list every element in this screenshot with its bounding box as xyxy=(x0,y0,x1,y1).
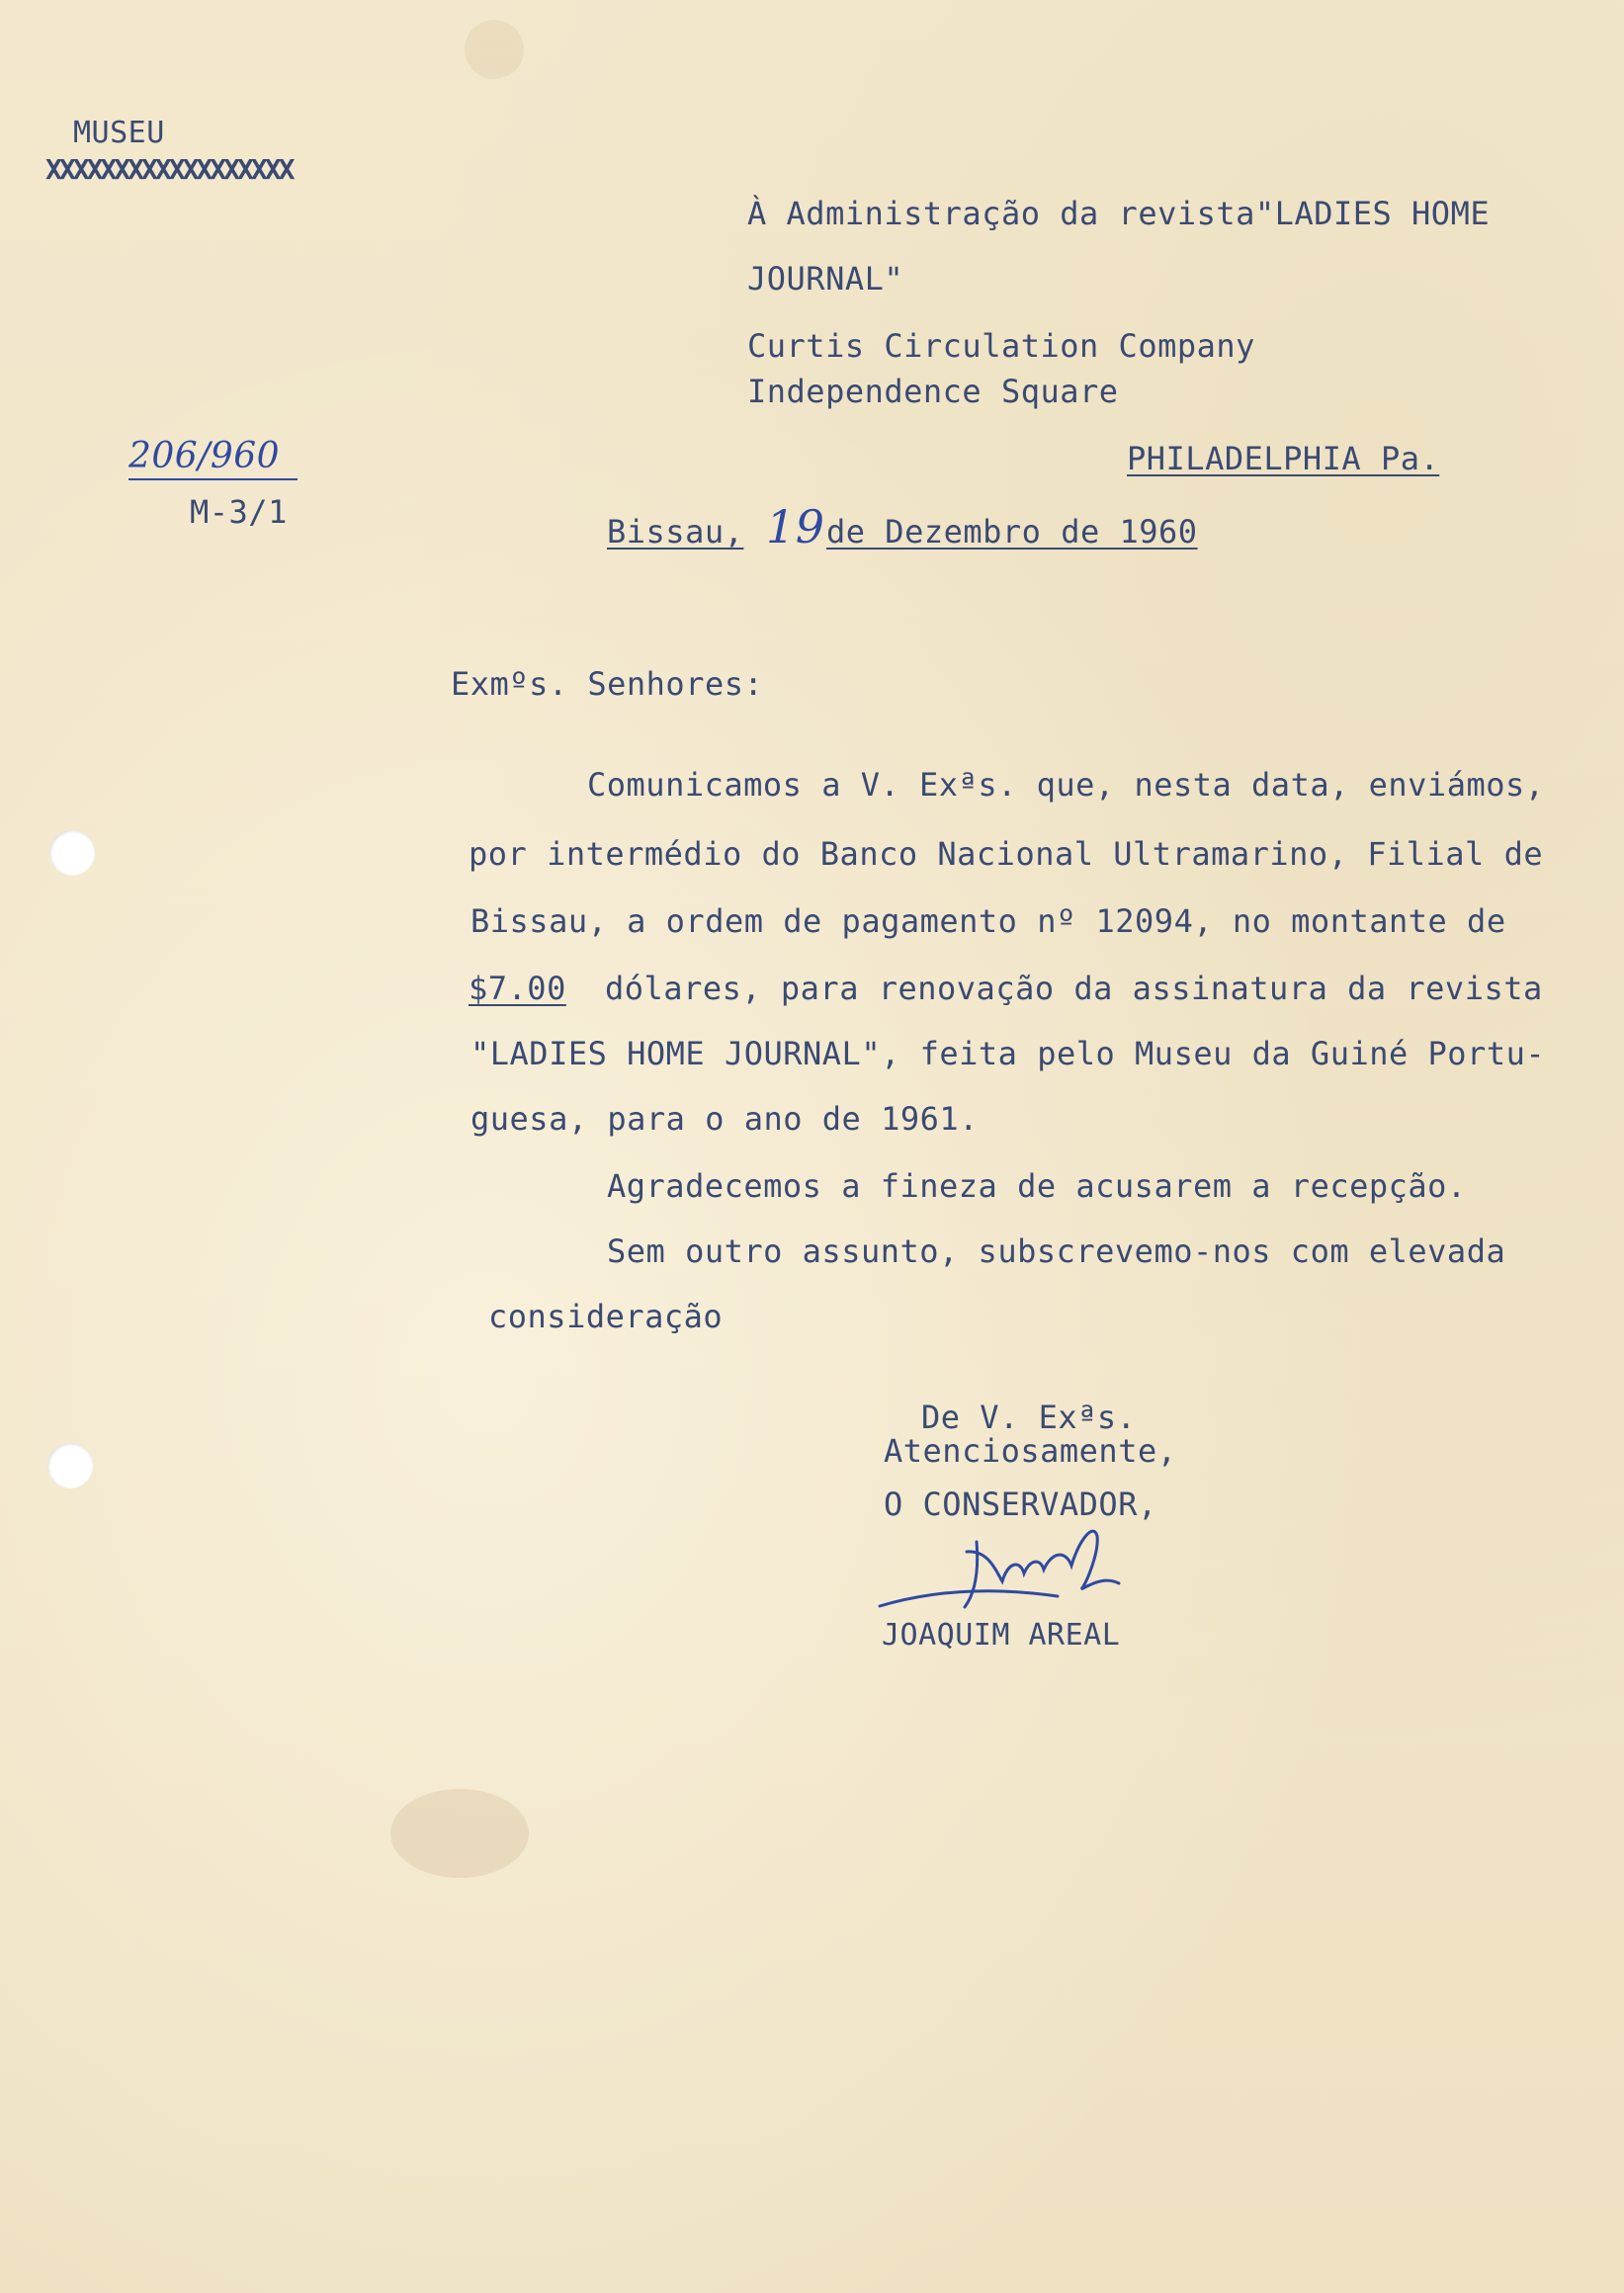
recipient-city: PHILADELPHIA Pa. xyxy=(1127,440,1440,477)
recipient-line-1: À Administração da revista"LADIES HOME xyxy=(747,195,1491,232)
body-line: guesa, para o ano de 1961. xyxy=(470,1100,979,1138)
body-line: consideração xyxy=(488,1298,724,1335)
salutation: Exmºs. Senhores: xyxy=(451,665,764,703)
punch-hole-top xyxy=(49,830,95,876)
payment-amount: $7.00 xyxy=(469,970,566,1007)
date-rest: de Dezembro de 1960 xyxy=(826,513,1198,551)
recipient-line-4: Independence Square xyxy=(747,373,1119,410)
body-line: Bissau, a ordem de pagamento nº 12094, no montante de xyxy=(470,902,1506,940)
paper-stain xyxy=(465,20,524,79)
body-line: "LADIES HOME JOURNAL", feita pelo Museu da Guiné Portu- xyxy=(470,1035,1546,1072)
date-place: Bissau, xyxy=(607,513,744,551)
handwritten-signature xyxy=(870,1512,1186,1631)
recipient-line-2: JOURNAL" xyxy=(747,260,904,297)
body-line: por intermédio do Banco Nacional Ultramarino, Filial de xyxy=(469,835,1544,873)
body-line: Agradecemos a fineza de acusarem a recepção. xyxy=(607,1167,1467,1205)
closing-line-1: De V. Exªs. xyxy=(921,1399,1137,1436)
signatory-name: JOAQUIM AREAL xyxy=(882,1618,1121,1653)
body-line: Comunicamos a V. Exªs. que, nesta data, enviámos, xyxy=(587,766,1545,804)
closing-line-3: O CONSERVADOR, xyxy=(884,1486,1157,1523)
struck-line: XXXXXXXXXXXXXXXXXX xyxy=(45,153,293,186)
reference-number: 206/960 xyxy=(128,439,298,480)
closing-line-2: Atenciosamente, xyxy=(884,1432,1177,1470)
punch-hole-bottom xyxy=(47,1443,93,1488)
paper-stain xyxy=(390,1789,529,1878)
org-code: MUSEU xyxy=(73,116,165,150)
recipient-line-3: Curtis Circulation Company xyxy=(747,327,1255,365)
reference-class: M-3/1 xyxy=(190,493,288,531)
date-day: 19 xyxy=(766,500,825,553)
body-line: Sem outro assunto, subscrevemo-nos com elevada xyxy=(607,1232,1506,1270)
body-line: dólares, para renovação da assinatura da revista xyxy=(605,970,1543,1007)
